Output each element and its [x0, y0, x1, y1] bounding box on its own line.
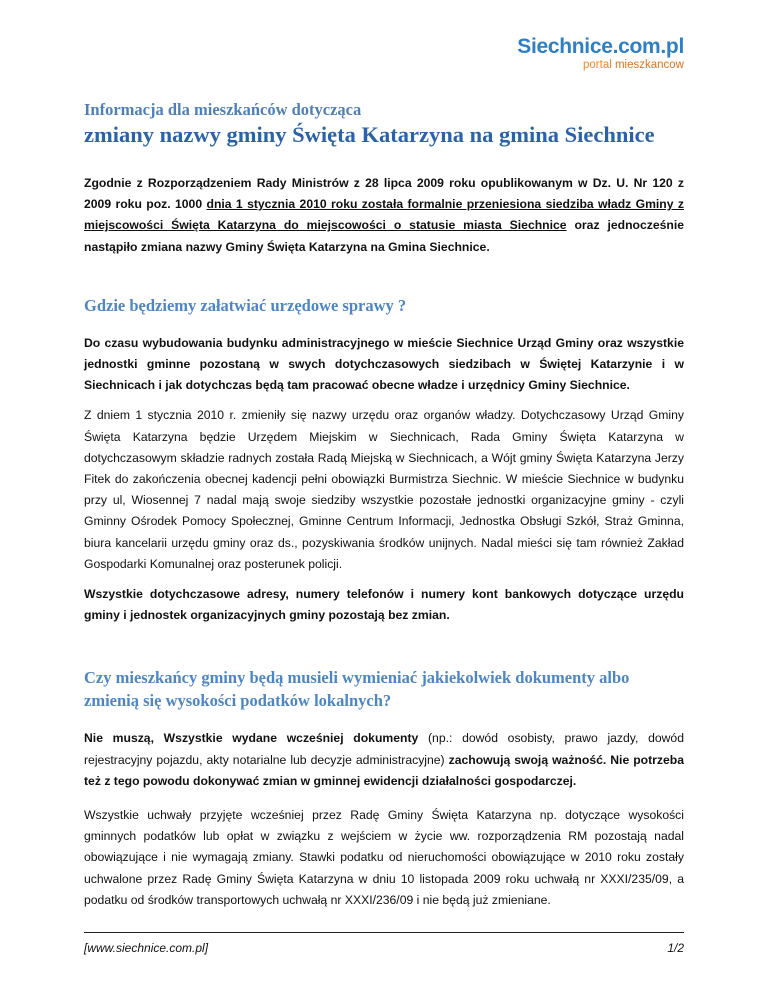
intro-text-1: Zgodnie z Rozporządzeniem Rady Ministrów z 28 lipca 2009 roku opublikowanym w Dz. U. Nr 120 z 2009 roku poz. 1000	[84, 176, 684, 212]
section2-heading: Czy mieszkańcy gminy będą musieli wymieniać jakiekolwiek dokumenty albo zmienią się wysokości podatków lokalnych?	[84, 668, 630, 711]
logo-sub-b: mieszkancow	[614, 59, 684, 71]
section2-p1-normal: (np.: dowód osobisty, prawo jazdy, dowód rejestracyjny pojazdu, akty notarialne lub decyzje administracyjne)	[84, 731, 684, 767]
page-footer	[84, 932, 684, 955]
section2-p1-bold-a: Nie muszą, Wszystkie wydane wcześniej dokumenty	[84, 731, 419, 746]
logo-subtitle	[517, 59, 684, 72]
footer-site-url: [www.siechnice.com.pl]	[84, 941, 209, 955]
logo-main-text: Siechnice.com.pl	[517, 35, 684, 58]
document-body	[84, 100, 684, 911]
document-title: zmiany nazwy gminy Święta Katarzyna na gmina Siechnice	[84, 122, 655, 147]
section1-heading: Gdzie będziemy załatwiać urzędowe sprawy ?	[84, 295, 407, 315]
section1-paragraph-1: Do czasu wybudowania budynku administracyjnego w mieście Siechnice Urząd Gminy oraz wszystkie jednostki gminne pozostaną w swych dotychczasowych siedzibach w Świętej Katarzynie i w Siechnicach i jak dotychczas będą tam pracować obecne władze i urzędnicy Gminy Siechnice.	[84, 335, 684, 393]
logo-sub-a: portal	[583, 59, 615, 71]
page-number: 1/2	[667, 941, 684, 955]
section2-paragraph-2: Wszystkie uchwały przyjęte wcześniej przez Radę Gminy Święta Katarzyna np. dotyczące wysokości gminnych podatków lub opłat w związku z wejściem w życie ww. rozporządzenia RM pozostają nadal obowiązujące i nie wymagają zmiany. Stawki podatku od nieruchomości obowiązujące w 2010 roku zostały uchwalone przez Radę Gminy Święta Katarzyna w dniu 10 listopada 2009 roku uchwałą nr XXXI/235/09, a podatku od środków transportowych uchwałą nr XXXI/236/09 i nie będą już zmieniane.	[84, 808, 684, 907]
section1-paragraph-2: Z dniem 1 stycznia 2010 r. zmieniły się nazwy urzędu oraz organów władzy. Dotychczasowy Urząd Gminy Święta Katarzyna będzie Urzędem Miejskim w Siechnicach, Rada Gminy Święta Katarzyna w dotychczasowym składzie radnych została Radą Miejską w Siechnicach, a Wójt gminy Święta Katarzyna Jerzy Fitek do zakończenia obecnej kadencji pełni obowiązki Burmistrza Siechnic. W mieście Siechnice w budynku przy ul, Wiosennej 7 nadal mają swoje siedziby wszystkie pozostałe jednostki organizacyjne gminy - czyli Gminny Ośrodek Pomocy Społecznej, Gminne Centrum Informacji, Jednostka Obsługi Szkół, Straż Gminna, biura kancelarii urzędu gminy oraz ds., pozyskiwania środków unijnych. Nadal mieści się tam również Zakład Gospodarki Komunalnej oraz posterunek policji.	[84, 408, 684, 571]
section2-paragraph-1	[84, 728, 684, 792]
document-kicker: Informacja dla mieszkańców dotycząca	[84, 100, 362, 119]
site-logo	[517, 36, 684, 72]
section1-paragraph-3: Wszystkie dotychczasowe adresy, numery telefonów i numery kont bankowych dotyczące urzędu gminy i jednostek organizacyjnych gminy pozostają bez zmian.	[84, 587, 684, 623]
intro-text-3: oraz jednocześnie nastąpiło zmiana nazwy Gminy Święta Katarzyna na Gmina Siechnice.	[84, 218, 684, 254]
intro-paragraph	[84, 173, 684, 258]
intro-text-underlined: dnia 1 stycznia 2010 roku została formalnie przeniesiona siedziba władz Gminy z miejscowości Święta Katarzyna do miejscowości o statusie miasta Siechnice	[84, 197, 684, 233]
section2-p1-bold-c: zachowują swoją ważność. Nie potrzeba też z tego powodu dokonywać zmian w gminnej ewidencji działalności gospodarczej.	[84, 752, 684, 788]
